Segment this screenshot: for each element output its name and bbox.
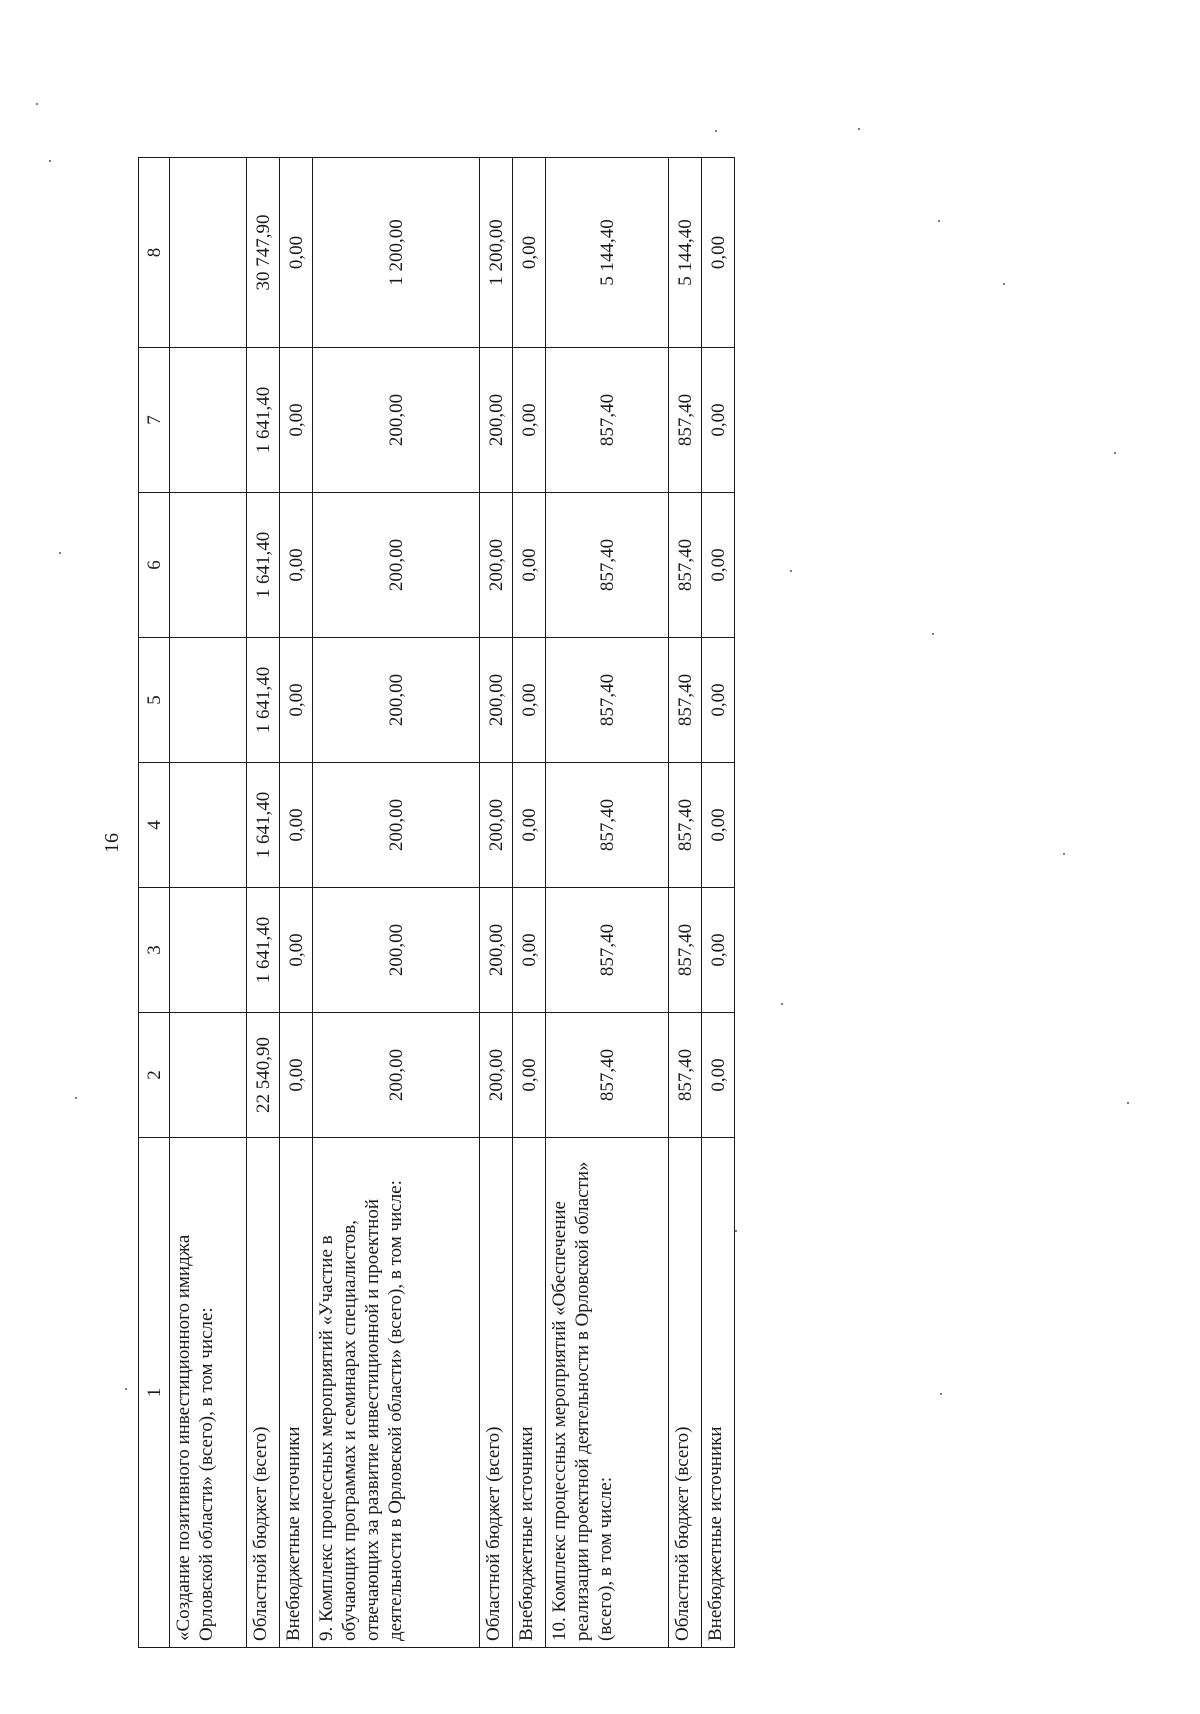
- table-cell: [170, 638, 247, 763]
- table-row: [546, 158, 669, 1648]
- table-cell: 30 747,90: [247, 158, 280, 348]
- row-label: Областной бюджет (всего): [480, 1138, 513, 1648]
- table-cell: 0,00: [702, 763, 735, 888]
- row-label: «Создание позитивного инвестиционного имиджа Орловской области» (всего), в том числе:: [170, 1138, 247, 1648]
- column-header: 3: [139, 888, 170, 1013]
- scan-speck: [715, 130, 717, 132]
- table-cell: 857,40: [669, 1013, 702, 1138]
- page-number: 16: [101, 833, 123, 853]
- table-cell: 200,00: [313, 348, 480, 493]
- table-cell: 857,40: [546, 1013, 669, 1138]
- table-cell: 857,40: [669, 493, 702, 638]
- table-header-row: [139, 158, 170, 1648]
- table-row: [170, 158, 247, 1648]
- table-cell: 200,00: [313, 638, 480, 763]
- table-cell: 857,40: [546, 638, 669, 763]
- row-label: Внебюджетные источники: [513, 1138, 546, 1648]
- column-header: 2: [139, 1013, 170, 1138]
- table-cell: 1 200,00: [313, 158, 480, 348]
- table-cell: 200,00: [313, 888, 480, 1013]
- table-cell: 22 540,90: [247, 1013, 280, 1138]
- scan-speck: [858, 128, 860, 130]
- table-cell: 0,00: [513, 888, 546, 1013]
- table-cell: 0,00: [513, 638, 546, 763]
- table-cell: 200,00: [480, 888, 513, 1013]
- table-row: [513, 158, 546, 1648]
- scan-speck: [1003, 283, 1005, 285]
- table-cell: 857,40: [546, 763, 669, 888]
- table-cell: [170, 888, 247, 1013]
- scan-speck: [1063, 853, 1065, 855]
- table-cell: 857,40: [546, 888, 669, 1013]
- row-label: 9. Комплекс процессных мероприятий «Участие в обучающих программах и семинарах специалистов, отвечающих за развитие инвестиционной и проектной деятельности в Орловской области» (всего), в том числе:: [313, 1138, 480, 1648]
- table-cell: 857,40: [669, 638, 702, 763]
- table-row: [702, 158, 735, 1648]
- scan-speck: [781, 1003, 783, 1005]
- table-cell: [170, 158, 247, 348]
- scan-speck: [59, 552, 61, 554]
- row-label: Областной бюджет (всего): [247, 1138, 280, 1648]
- table-cell: 0,00: [702, 348, 735, 493]
- scan-speck: [1114, 452, 1116, 454]
- column-header: 1: [139, 1138, 170, 1648]
- table-cell: 0,00: [702, 493, 735, 638]
- table-cell: 1 641,40: [247, 493, 280, 638]
- column-header: 8: [139, 158, 170, 348]
- table-cell: 0,00: [280, 348, 313, 493]
- table-cell: [170, 1013, 247, 1138]
- table-cell: 0,00: [280, 888, 313, 1013]
- table-cell: 5 144,40: [669, 158, 702, 348]
- table-row: [280, 158, 313, 1648]
- table-cell: 857,40: [546, 493, 669, 638]
- table-cell: 200,00: [313, 1013, 480, 1138]
- table-cell: 200,00: [480, 1013, 513, 1138]
- scan-speck: [790, 570, 792, 572]
- scan-speck: [932, 633, 934, 635]
- table-cell: 1 641,40: [247, 763, 280, 888]
- table-cell: [170, 493, 247, 638]
- table-cell: 200,00: [480, 493, 513, 638]
- table-cell: 200,00: [480, 348, 513, 493]
- row-label: Внебюджетные источники: [702, 1138, 735, 1648]
- table-cell: 0,00: [702, 158, 735, 348]
- table-cell: 0,00: [513, 158, 546, 348]
- table-row: [480, 158, 513, 1648]
- column-header: 4: [139, 763, 170, 888]
- scan-speck: [735, 1230, 737, 1232]
- scan-speck: [36, 103, 38, 105]
- table-cell: 0,00: [280, 493, 313, 638]
- table-cell: 200,00: [313, 493, 480, 638]
- table-cell: [170, 763, 247, 888]
- table-row: [313, 158, 480, 1648]
- table-cell: 857,40: [669, 348, 702, 493]
- table-cell: 0,00: [702, 1013, 735, 1138]
- table-cell: 0,00: [280, 1013, 313, 1138]
- table-cell: 0,00: [702, 888, 735, 1013]
- table-cell: 0,00: [513, 1013, 546, 1138]
- column-header: 7: [139, 348, 170, 493]
- table-cell: 0,00: [513, 493, 546, 638]
- scan-speck: [1127, 1102, 1129, 1104]
- table-row: [247, 158, 280, 1648]
- table-cell: 1 641,40: [247, 638, 280, 763]
- row-label: 10. Комплекс процессных мероприятий «Обеспечение реализации проектной деятельности в Орловской области» (всего), в том числе:: [546, 1138, 669, 1648]
- column-header: 6: [139, 493, 170, 638]
- table-cell: 0,00: [280, 158, 313, 348]
- table-cell: 1 641,40: [247, 888, 280, 1013]
- table-cell: 200,00: [480, 638, 513, 763]
- scan-speck: [940, 1393, 942, 1395]
- table-cell: 1 641,40: [247, 348, 280, 493]
- table-cell: 0,00: [513, 763, 546, 888]
- row-label: Внебюджетные источники: [280, 1138, 313, 1648]
- table-cell: 5 144,40: [546, 158, 669, 348]
- scan-speck: [125, 1388, 127, 1390]
- table-cell: 857,40: [669, 763, 702, 888]
- scan-speck: [938, 220, 940, 222]
- row-label: Областной бюджет (всего): [669, 1138, 702, 1648]
- budget-table: [138, 157, 735, 1648]
- table-cell: 857,40: [546, 348, 669, 493]
- table-cell: 0,00: [280, 763, 313, 888]
- table-row: [669, 158, 702, 1648]
- table-cell: 857,40: [669, 888, 702, 1013]
- scan-speck: [75, 1097, 77, 1099]
- table-cell: 1 200,00: [480, 158, 513, 348]
- table-cell: [170, 348, 247, 493]
- table-cell: 0,00: [280, 638, 313, 763]
- table-cell: 200,00: [313, 763, 480, 888]
- column-header: 5: [139, 638, 170, 763]
- table-cell: 200,00: [480, 763, 513, 888]
- budget-table-rotated: [138, 158, 729, 1648]
- table-cell: 0,00: [513, 348, 546, 493]
- table-cell: 0,00: [702, 638, 735, 763]
- scan-speck: [49, 160, 51, 162]
